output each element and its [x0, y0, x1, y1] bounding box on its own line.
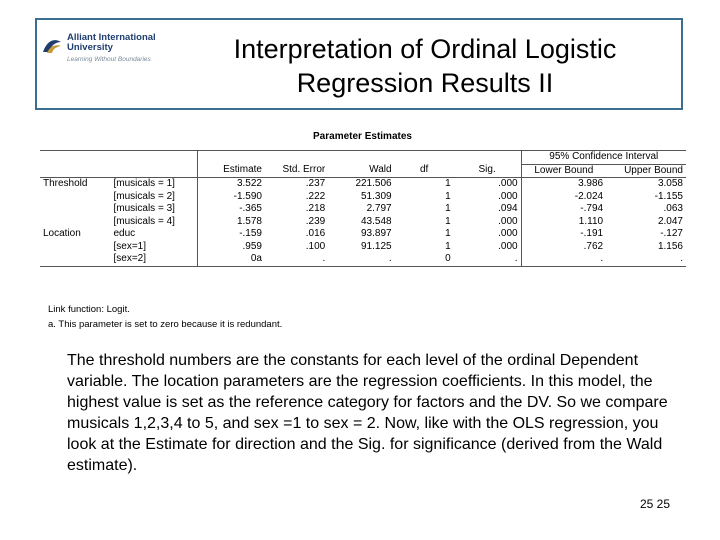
cell-se: .100: [305, 240, 326, 252]
table-row: [40, 191, 686, 204]
cell-df: 1: [445, 203, 451, 214]
cell-wald: 93.897: [361, 228, 392, 239]
cell-lower: .: [521, 253, 606, 266]
row-param: [musicals = 3]: [113, 203, 175, 214]
title-line-2: Regression Results II: [296, 68, 554, 98]
cell-estimate: 1.578: [198, 216, 265, 229]
table-row: [40, 228, 686, 241]
table-header-row-1: [40, 151, 686, 165]
cell-estimate: 0a: [198, 253, 265, 266]
table-row: [40, 241, 686, 254]
table-row: [40, 216, 686, 229]
row-param: [musicals = 2]: [113, 190, 175, 202]
cell-upper: 2.047: [657, 215, 683, 227]
cell-sig: .000: [498, 240, 518, 252]
row-param: [musicals = 1]: [113, 178, 175, 189]
cell-se: .: [265, 253, 328, 266]
cell-lower: 3.986: [521, 178, 606, 191]
logo-line-2: University: [67, 42, 113, 53]
cell-df: 1: [445, 228, 451, 239]
table-row: [40, 253, 686, 266]
parameter-estimates-table: [40, 150, 686, 267]
cell-se: .237: [305, 178, 326, 189]
row-group: [40, 216, 111, 229]
cell-lower: 1.110: [521, 216, 606, 229]
cell-se: .016: [305, 228, 326, 239]
cell-wald: 91.125: [361, 240, 392, 252]
col-header: Std. Error: [265, 164, 328, 178]
cell-upper: .063: [663, 203, 683, 214]
row-group: Threshold: [43, 178, 88, 189]
cell-upper: .: [606, 253, 686, 266]
cell-sig: .000: [498, 215, 518, 227]
row-param: [musicals = 4]: [113, 215, 175, 227]
cell-sig: .000: [498, 190, 518, 202]
cell-se: .218: [305, 203, 326, 214]
row-param: [sex=1]: [113, 240, 147, 252]
cell-upper: -.127: [660, 228, 683, 239]
cell-upper: 3.058: [657, 178, 683, 189]
row-group: [40, 191, 111, 204]
cell-df: 1: [445, 190, 451, 202]
cell-se: .239: [305, 215, 326, 227]
row-group: Location: [43, 228, 81, 239]
logo-line-1: Alliant International: [67, 32, 156, 43]
cell-sig: .094: [498, 203, 518, 214]
cell-sig: .: [454, 253, 521, 266]
cell-lower: -2.024: [521, 191, 606, 204]
row-group: [40, 253, 111, 266]
logo-tagline: Learning Without Boundaries: [67, 56, 151, 63]
col-header: Lower Bound: [521, 164, 606, 178]
table-row: [40, 178, 686, 191]
cell-wald: 221.506: [355, 178, 392, 189]
cell-df: 1: [445, 240, 451, 252]
cell-df: 1: [445, 178, 451, 189]
col-header: Estimate: [198, 164, 265, 178]
cell-sig: .000: [498, 228, 518, 239]
cell-lower: -.794: [521, 203, 606, 216]
col-header: Sig.: [454, 164, 521, 178]
row-group: [40, 241, 111, 254]
slide-title: [177, 32, 673, 100]
cell-df: 1: [445, 215, 451, 227]
title-box: [35, 18, 683, 110]
cell-lower: .762: [521, 241, 606, 254]
cell-wald: 2.797: [366, 203, 392, 214]
cell-upper: -1.155: [654, 190, 683, 202]
cell-wald: 51.309: [361, 190, 392, 202]
cell-df: 0: [395, 253, 454, 266]
cell-lower: -.191: [521, 228, 606, 241]
cell-wald: .: [328, 253, 394, 266]
row-param: [sex=2]: [111, 253, 198, 266]
col-header: df: [395, 164, 454, 178]
footnote-link-function: Link function: Logit.: [48, 304, 130, 315]
footnote-redundant: a. This parameter is set to zero because it is redundant.: [48, 319, 283, 330]
university-logo: [41, 30, 165, 68]
table-row: [40, 203, 686, 216]
cell-estimate: -.159: [198, 228, 265, 241]
cell-estimate: -1.590: [198, 191, 265, 204]
title-line-1: Interpretation of Ordinal Logistic: [233, 34, 617, 64]
table-caption: Parameter Estimates: [313, 131, 412, 142]
row-group: [40, 203, 111, 216]
cell-wald: 43.548: [361, 215, 392, 227]
table-header-row-2: [40, 164, 686, 178]
cell-upper: 1.156: [657, 240, 683, 252]
cell-se: .222: [305, 190, 326, 202]
row-param: educ: [113, 228, 136, 239]
body-paragraph: The threshold numbers are the constants for each level of the ordinal Dependent variable. The location parameters are the regression coefficients. In this model, the highest value is set as the reference category for factors and the DV. So we compare musicals 1,2,3,4 to 5, and sex =1 to sex = 2. Now, like with the OLS regression, you look at the Estimate for direction and the Sig. for significance (derived from the Wald estimate).: [67, 352, 668, 474]
col-header: Wald: [328, 164, 394, 178]
page-number: 25 25: [640, 497, 671, 511]
cell-estimate: -.365: [198, 203, 265, 216]
ci-header: 95% Confidence Interval: [521, 151, 686, 165]
col-header: Upper Bound: [606, 164, 686, 178]
cell-sig: .000: [498, 178, 518, 189]
logo-emblem-icon: [41, 34, 63, 56]
cell-estimate: .959: [198, 241, 265, 254]
cell-estimate: 3.522: [198, 178, 265, 191]
